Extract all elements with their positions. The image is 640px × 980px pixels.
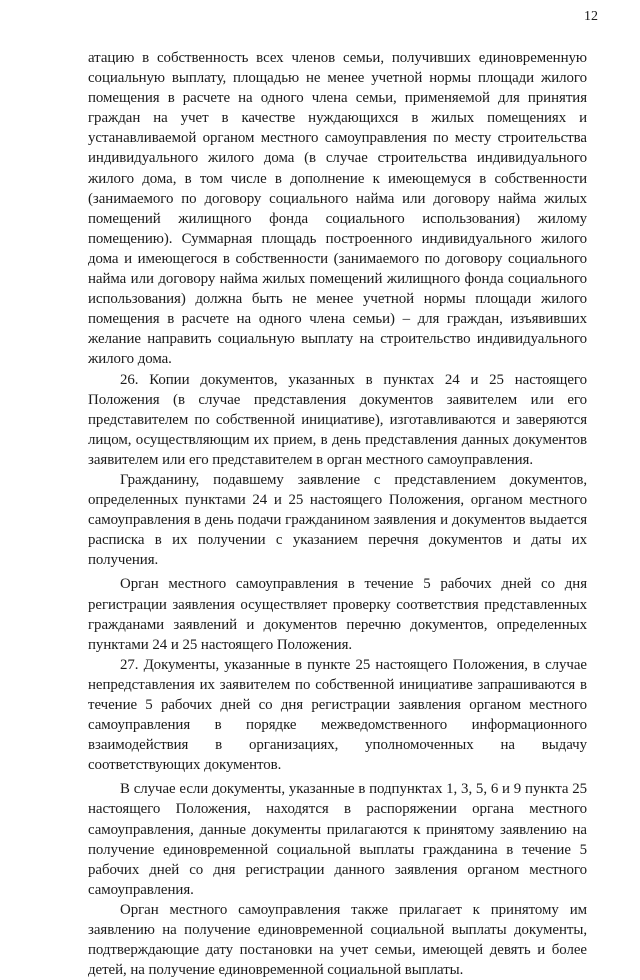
document-body: [88, 48, 587, 980]
paragraph-registration-date: Орган местного самоуправления также прилагает к принятому им заявлению на получение единовременной социальной выплаты документы, подтверждающие дату постановки на учет семьи, имеющей девять и более детей, на получение единовременной социальной выплаты.: [88, 901, 587, 979]
paragraph-item-27: 27. Документы, указанные в пункте 25 настоящего Положения, в случае непредставления их заявителем по собственной инициативе запрашиваются в течение 5 рабочих дней со дня регистрации заявления органом местного самоуправления в порядке межведомственного информационного взаимодействия в организациях, уполномоченных на выдачу соответствующих документов.: [88, 656, 587, 774]
paragraph-documents-available: В случае если документы, указанные в подпунктах 1, 3, 5, 6 и 9 пункта 25 настоящего Положения, находятся в распоряжении органа местного самоуправления, данные документы прилагаются к принятому заявлению на получение единовременной социальной выплаты гражданина в течение 5 рабочих дней со дня регистрации данного заявления органом местного самоуправления.: [88, 781, 587, 898]
paragraph-verification: Орган местного самоуправления в течение 5 рабочих дней со дня регистрации заявления осуществляет проверку соответствия представленных гражданами заявлений и документов перечню документов, определенных пунктами 24 и 25 настоящего Положения.: [88, 576, 587, 653]
paragraph-receipt: Гражданину, подавшему заявление с представлением документов, определенных пунктами 24 и 25 настоящего Положения, органом местного самоуправления в день подачи гражданином заявления и документов выдается расписка в их получении с указанием перечня документов и даты их получения.: [88, 471, 587, 569]
page-number: 12: [584, 9, 598, 24]
paragraph-item-26: 26. Копии документов, указанных в пунктах 24 и 25 настоящего Положения (в случае представления документов заявителем или его представителем по собственной инициативе), изготавливаются и заверяются лицом, осуществляющим их прием, в день представления данных документов заявителем или его представителем в орган местного самоуправления.: [88, 371, 587, 468]
paragraph-continuation: атацию в собственность всех членов семьи, получивших единовременную социальную выплату, площадью не менее учетной нормы площади жилого помещения в расчете на одного члена семьи, применяемой для принятия граждан на учет в качестве нуждающихся в жилых помещениях и устанавливаемой органом местного самоуправления по месту строительства индивидуального жилого дома (в случае строительства индивидуального жилого дома, в том числе в дополнение к имеющемуся в собственности (занимаемого по договору социального найма или договору найма жилых помещений жилищного фонда социального использования) жилому помещению). Суммарная площадь построенного индивидуального жилого дома и имеющегося в собственности (занимаемого по договору социального найма или договору найма жилых помещений жилищного фонда социального использования) должна быть не менее учетной нормы площади жилого помещения в расчете на одного члена семьи) – для граждан, изъявивших желание направить социальную выплату на строительство индивидуального жилого дома.: [88, 50, 587, 368]
